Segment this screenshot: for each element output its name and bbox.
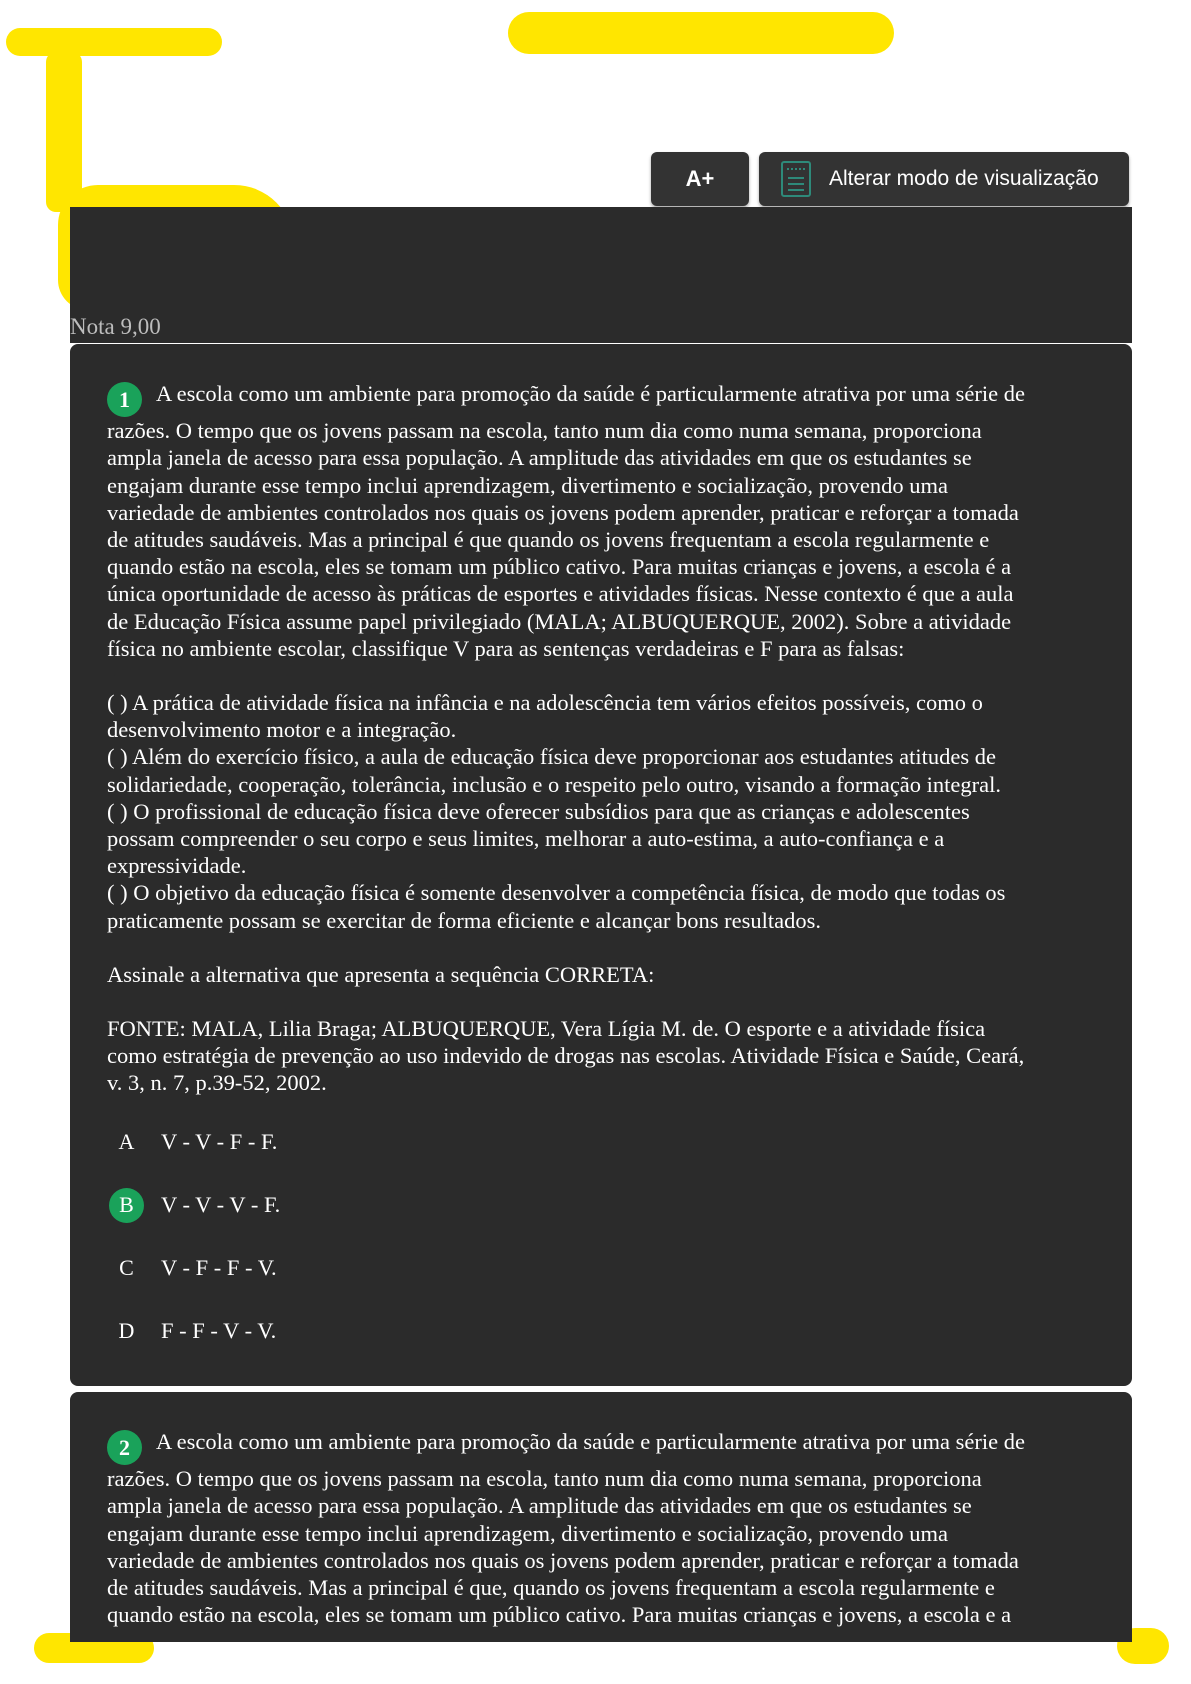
question-number-badge: 1: [107, 382, 142, 417]
question-source: [107, 1015, 1096, 1097]
statement-line: engajam durante esse tempo inclui aprendizagem, divertimento e socialização, provendo uma: [107, 1520, 948, 1546]
statement-line: [107, 1428, 1096, 1465]
assessment-header: [70, 207, 1132, 343]
toolbar: [651, 152, 1129, 206]
font-increase-button[interactable]: A+: [651, 152, 749, 206]
item-line: ( ) A prática de atividade física na infância e na adolescência tem vários efeitos possíveis, como o: [107, 689, 983, 715]
source-line: como estratégia de prevenção ao uso indevido de drogas nas escolas. Atividade Física e Saúde, Ceará,: [107, 1043, 1025, 1069]
option-letter: A: [118, 1129, 135, 1155]
statement-line: de atitudes saudáveis. Mas a principal é que, quando os jovens frequentam a escola regularmente e: [107, 1574, 995, 1600]
statement-line: variedade de ambientes controlados nos quais os jovens podem aprender, praticar e reforçar a tomada: [107, 1547, 1019, 1573]
statement-line: variedade de ambientes controlados nos quais os jovens podem aprender, praticar e reforçar a tomada: [107, 499, 1019, 525]
statement-line: ampla janela de acesso para essa população. A amplitude das atividades em que os estudantes se: [107, 1493, 972, 1519]
statement-line: razões. O tempo que os jovens passam na escola, tanto num dia como numa semana, proporciona: [107, 418, 982, 444]
item-line: ( ) O objetivo da educação física é somente desenvolver a competência física, de modo que todas os: [107, 880, 1006, 906]
statement-line: engajam durante esse tempo inclui aprendizagem, divertimento e socialização, provendo uma: [107, 472, 948, 498]
option-text: V - F - F - V.: [161, 1255, 277, 1281]
question-statement: [107, 1428, 1096, 1628]
statement-line: quando estão na escola, eles se tomam um público cativo. Para muitas crianças e jovens, a escola é a: [107, 554, 1012, 580]
item-line: ( ) O profissional de educação física deve oferecer subsídios para que as crianças e adolescentes: [107, 798, 970, 824]
question-card: [70, 344, 1132, 1386]
grade-label: Nota 9,00: [70, 314, 161, 339]
question-statement: [107, 380, 1096, 662]
view-mode-label: Alterar modo de visualização: [829, 167, 1099, 190]
statement-text: A escola como um ambiente para promoção da saúde e particularmente atrativa por uma série de: [156, 1429, 1026, 1454]
item-line: solidariedade, cooperação, tolerância, inclusão e o respeito pelo outro, visando a formação integral.: [107, 771, 1002, 797]
statement-line: de atitudes saudáveis. Mas a principal é que quando os jovens frequentam a escola regularmente e: [107, 526, 990, 552]
true-false-items: [107, 689, 1096, 934]
option-letter: C: [119, 1255, 134, 1281]
statement-text: A escola como um ambiente para promoção da saúde é particularmente atrativa por uma série de: [156, 381, 1026, 406]
statement-line: [107, 380, 1096, 417]
option-text: V - V - F - F.: [161, 1129, 278, 1155]
statement-line: ampla janela de acesso para essa população. A amplitude das atividades em que os estudantes se: [107, 445, 972, 471]
statement-line: quando estão na escola, eles se tomam um público cativo. Para muitas crianças e jovens, a escola e a: [107, 1602, 1012, 1628]
answer-options: [107, 1111, 1096, 1363]
document-view-icon: [781, 161, 811, 197]
redaction-mark: [46, 52, 82, 212]
question-number-badge: 2: [107, 1430, 142, 1465]
answer-option-d[interactable]: [107, 1300, 1096, 1363]
source-line: FONTE: MALA, Lilia Braga; ALBUQUERQUE, Vera Lígia M. de. O esporte e a atividade física: [107, 1015, 986, 1041]
statement-line: razões. O tempo que os jovens passam na escola, tanto num dia como numa semana, proporciona: [107, 1466, 982, 1492]
statement-line: física no ambiente escolar, classifique V para as sentenças verdadeiras e F para as falsas:: [107, 635, 905, 661]
question-instruction: Assinale a alternativa que apresenta a sequência CORRETA:: [107, 961, 655, 987]
answer-option-b[interactable]: [107, 1174, 1096, 1237]
option-letter: D: [118, 1318, 135, 1344]
statement-line: de Educação Física assume papel privilegiado (MALA; ALBUQUERQUE, 2002). Sobre a atividade: [107, 608, 1012, 634]
item-line: possam compreender o seu corpo e seus limites, melhorar a auto-estima, a auto-confiança e a: [107, 825, 945, 851]
answer-option-a[interactable]: [107, 1111, 1096, 1174]
option-text: V - V - V - F.: [161, 1192, 281, 1218]
item-line: ( ) Além do exercício físico, a aula de educação física deve proporcionar aos estudantes atitudes de: [107, 744, 997, 770]
question-card: [70, 1392, 1132, 1642]
statement-line: única oportunidade de acesso às práticas de esportes e atividades físicas. Nesse contexto é que a aula: [107, 581, 1014, 607]
redaction-mark: [508, 12, 894, 54]
answer-option-c[interactable]: [107, 1237, 1096, 1300]
item-line: desenvolvimento motor e a integração.: [107, 717, 457, 743]
item-line: praticamente possam se exercitar de forma eficiente e alcançar bons resultados.: [107, 907, 822, 933]
option-letter-selected: B: [109, 1188, 144, 1223]
source-line: v. 3, n. 7, p.39-52, 2002.: [107, 1070, 327, 1096]
view-mode-button[interactable]: [759, 152, 1129, 206]
redaction-mark: [6, 28, 222, 56]
option-text: F - F - V - V.: [161, 1318, 277, 1344]
item-line: expressividade.: [107, 853, 247, 879]
